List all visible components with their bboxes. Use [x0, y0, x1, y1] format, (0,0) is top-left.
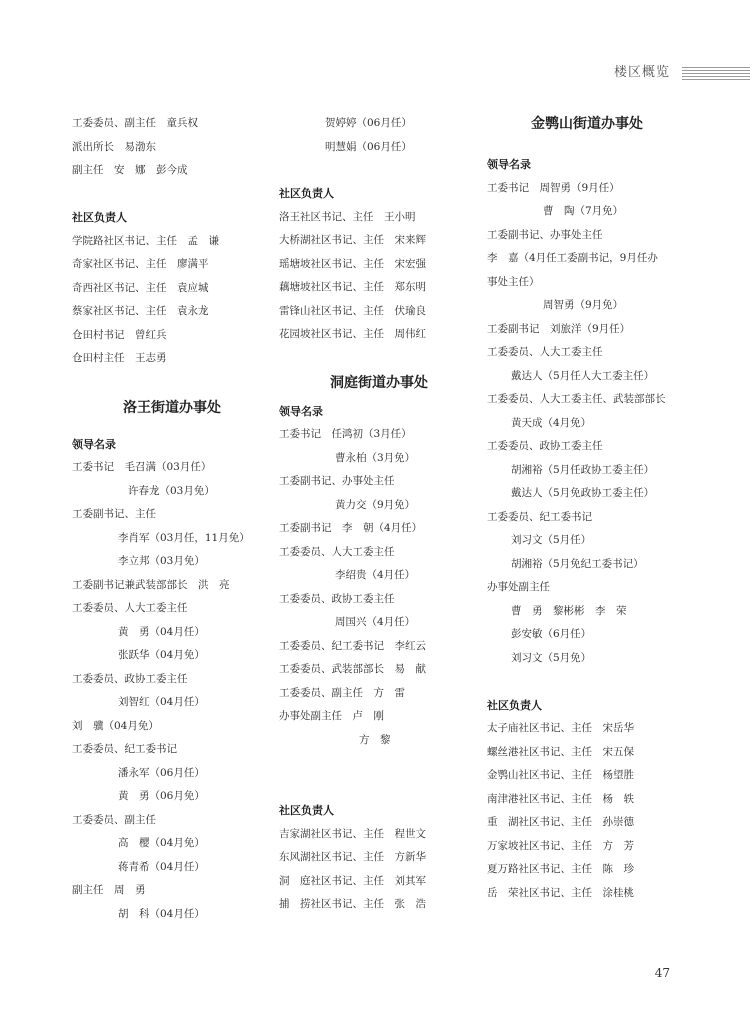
community-entry: 大桥湖社区书记、主任 宋来辉 — [279, 234, 426, 246]
department-title: 金鹗山街道办事处 — [531, 116, 643, 132]
leader-entry: 工委委员、纪工委书记 — [487, 510, 592, 523]
leader-entry: 工委委员、政协工委主任 — [487, 440, 603, 452]
leader-entry: 胡 科（04月任） — [118, 907, 205, 920]
community-entry: 东风湖社区书记、主任 方新华 — [279, 851, 426, 863]
section-heading: 社区负责人 — [72, 211, 127, 224]
leader-entry: 曹永柏（3月免） — [335, 451, 416, 464]
leader-entry: 戴达人（5月任人大工委主任） — [511, 369, 655, 382]
leader-entry: 黄 勇（06月免） — [118, 790, 205, 802]
community-entry: 仓田村主任 王志勇 — [72, 352, 167, 364]
leader-entry: 工委副书记 刘旅洋（9月任） — [487, 322, 631, 335]
leader-entry: 刘智红（04月任） — [118, 696, 205, 708]
leader-entry: 事处主任） — [487, 275, 540, 288]
community-entry: 奇家社区书记、主任 廖满平 — [72, 258, 209, 270]
leader-entry: 工委书记 任鸿初（3月任） — [279, 428, 412, 440]
header-stripe-decoration — [682, 67, 750, 81]
leader-entry: 工委书记 毛召满（03月任） — [72, 461, 212, 473]
community-entry: 万家坡社区书记、主任 方 芳 — [487, 839, 634, 852]
leader-entry: 工委委员、人大工委主任 — [279, 545, 395, 558]
leader-entry: 工委书记 周智勇（9月任） — [487, 181, 620, 194]
community-entry: 学院路社区书记、主任 孟 谦 — [72, 234, 219, 247]
text-line: 贺婷婷（06月任） — [325, 117, 412, 129]
section-heading: 领导名录 — [72, 437, 116, 451]
community-entry: 藕塘坡社区书记、主任 郑东明 — [279, 281, 426, 293]
section-heading: 社区负责人 — [487, 698, 542, 712]
leader-entry: 工委委员、副主任 方 雷 — [279, 686, 405, 699]
leader-entry: 工委委员、政协工委主任 — [72, 672, 188, 685]
community-entry: 太子庙社区书记、主任 宋岳华 — [487, 722, 634, 734]
community-entry: 奇西社区书记、主任 袁应城 — [72, 281, 209, 294]
leader-entry: 高 樱（04月免） — [118, 837, 205, 849]
leader-entry: 刘 骥（04月免） — [72, 719, 159, 732]
section-heading: 领导名录 — [279, 404, 323, 418]
text-line: 明慧娟（06月任） — [325, 140, 412, 153]
community-entry: 瑶塘坡社区书记、主任 宋宏强 — [279, 257, 426, 270]
department-title: 洞庭街道办事处 — [330, 374, 428, 391]
leader-entry: 工委副书记、办事处主任 — [279, 475, 395, 487]
leader-entry: 李 嘉（4月任工委副书记，9月任办 — [487, 252, 658, 264]
page-header — [0, 64, 750, 82]
text-line: 副主任 安 娜 彭今成 — [72, 164, 188, 176]
community-entry: 南津港社区书记、主任 杨 轶 — [487, 792, 634, 805]
leader-entry: 潘永军（06月任） — [118, 766, 205, 779]
leader-entry: 工委委员、武装部部长 易 献 — [279, 663, 426, 675]
leader-entry: 工委副书记、办事处主任 — [487, 228, 603, 241]
leader-entry: 周国兴（4月任） — [335, 616, 416, 628]
column-3 — [487, 112, 687, 905]
leader-entry: 胡湘裕（5月任政协工委主任） — [511, 463, 655, 476]
leader-entry: 办事处副主任 卢 刚 — [279, 710, 384, 722]
community-entry: 捕 捞社区书记、主任 张 浩 — [279, 898, 426, 910]
leader-entry: 李绍贵（4月任） — [335, 569, 416, 581]
leader-entry: 曹 勇 黎彬彬 李 荣 — [511, 604, 627, 617]
leader-entry: 刘习文（5月任） — [511, 534, 592, 546]
community-entry: 吉家湖社区书记、主任 程世文 — [279, 827, 426, 840]
community-entry: 岳 荣社区书记、主任 涂桂桃 — [487, 886, 634, 899]
leader-entry: 彭安敏（6月任） — [511, 628, 592, 640]
leader-entry: 工委委员、纪工委书记 — [72, 743, 177, 755]
leader-entry: 黄 勇（04月任） — [118, 625, 205, 638]
leader-entry: 工委委员、政协工委主任 — [279, 592, 395, 605]
column-2 — [279, 112, 479, 917]
community-entry: 洞 庭社区书记、主任 刘其军 — [279, 874, 426, 887]
leader-entry: 黄力交（9月免） — [335, 498, 416, 511]
leader-entry: 曹 陶（7月免） — [543, 205, 624, 217]
department-title: 洛王街道办事处 — [123, 399, 221, 416]
leader-entry: 李立邦（03月免） — [118, 555, 205, 567]
leader-entry: 蒋青希（04月任） — [118, 860, 205, 873]
leader-entry: 工委委员、人大工委主任 — [487, 346, 603, 358]
leader-entry: 周智勇（9月免） — [543, 299, 624, 311]
leader-entry: 工委委员、人大工委主任、武装部部长 — [487, 393, 666, 405]
leader-entry: 办事处副主任 — [487, 581, 550, 593]
leader-entry: 张跃华（04月免） — [118, 649, 205, 661]
section-heading: 领导名录 — [487, 158, 531, 171]
leader-entry: 刘习文（5月免） — [511, 651, 592, 664]
community-entry: 金鹗山社区书记、主任 杨望胜 — [487, 769, 634, 781]
leader-entry: 工委委员、副主任 — [72, 813, 156, 826]
leader-entry: 黄天成（4月免） — [511, 416, 592, 429]
community-entry: 螺丝港社区书记、主任 宋五保 — [487, 745, 634, 758]
column-1 — [72, 112, 272, 926]
community-entry: 重 湖社区书记、主任 孙崇德 — [487, 816, 634, 828]
community-entry: 蔡家社区书记、主任 袁永龙 — [72, 305, 209, 317]
leader-entry: 李肖军（03月任，11月免） — [118, 531, 250, 544]
community-entry: 仓田村书记 曾红兵 — [72, 328, 167, 341]
section-heading: 社区负责人 — [279, 187, 334, 200]
section-heading: 社区负责人 — [279, 804, 334, 817]
leader-entry: 工委委员、纪工委书记 李红云 — [279, 639, 426, 652]
leader-entry: 许春龙（03月免） — [128, 484, 215, 497]
leader-entry: 工委委员、人大工委主任 — [72, 602, 188, 614]
leader-entry: 副主任 周 勇 — [72, 884, 146, 896]
community-entry: 夏万路社区书记、主任 陈 珍 — [487, 863, 634, 875]
leader-entry: 工委副书记兼武装部部长 洪 亮 — [72, 578, 230, 591]
text-line: 派出所长 易渤东 — [72, 140, 156, 153]
text-line: 工委委员、副主任 童兵权 — [72, 117, 198, 129]
community-entry: 花园坡社区书记、主任 周伟红 — [279, 328, 426, 340]
leader-entry: 工委副书记 李 朝（4月任） — [279, 522, 423, 534]
community-entry: 洛王社区书记、主任 王小明 — [279, 210, 416, 223]
leader-entry: 戴达人（5月免政协工委主任） — [511, 487, 655, 499]
leader-entry: 方 黎 — [359, 733, 391, 746]
leader-entry: 胡湘裕（5月免纪工委书记） — [511, 557, 644, 570]
header-title: 楼区概览 — [613, 65, 670, 80]
leader-entry: 工委副书记、主任 — [72, 508, 156, 520]
community-entry: 雷锋山社区书记、主任 伏瑜良 — [279, 304, 426, 317]
page-number: 47 — [654, 966, 670, 980]
